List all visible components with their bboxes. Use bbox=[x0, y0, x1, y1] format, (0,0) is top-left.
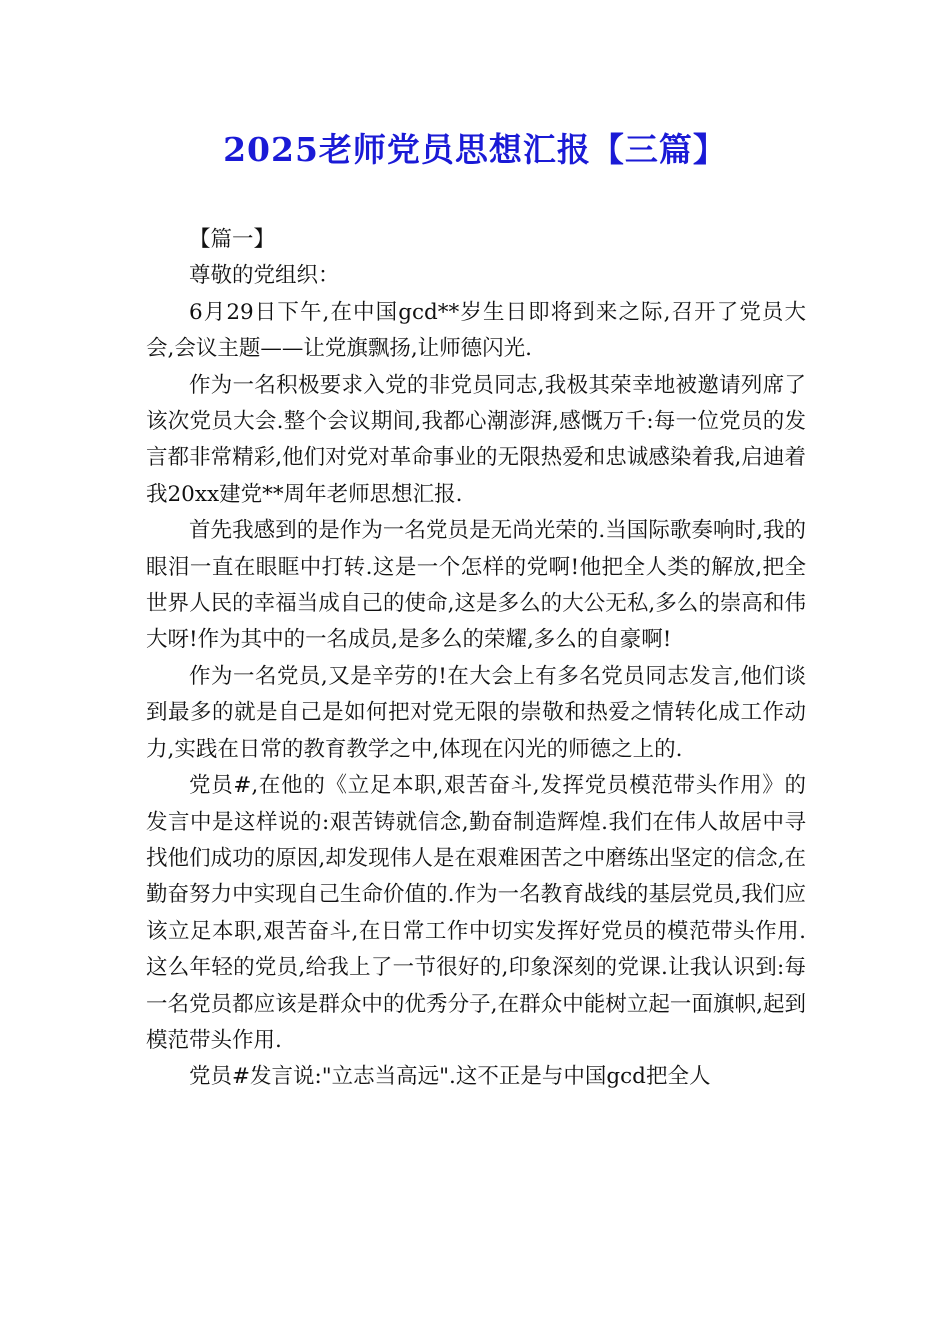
document-title: 2025老师党员思想汇报【三篇】 bbox=[223, 130, 727, 169]
paragraph: 作为一名党员,又是辛劳的!在大会上有多名党员同志发言,他们谈到最多的就是自己是如何把对党无限的崇敬和热爱之情转化成工作动力,实践在日常的教育教学之中,体现在闪光的师德之上的. bbox=[146, 663, 806, 762]
paragraph: 6月29日下午,在中国gcd**岁生日即将到来之际,召开了党员大会,会议主题——让党旗飘扬,让师德闪光. bbox=[146, 299, 806, 362]
paragraph: 党员#,在他的《立足本职,艰苦奋斗,发挥党员模范带头作用》的发言中是这样说的:艰苦铸就信念,勤奋制造辉煌.我们在伟人故居中寻找他们成功的原因,却发现伟人是在艰难困苦之中磨练出坚定的信念,在勤奋努力中实现自己生命价值的.作为一名教育战线的基层党员,我们应该立足本职,艰苦奋斗,在日常工作中切实发挥好党员的模范带头作用.这么年轻的党员,给我上了一节很好的,印象深刻的党课.让我认识到:每一名党员都应该是群众中的优秀分子,在群众中能树立起一面旗帜,起到模范带头作用. bbox=[146, 773, 806, 1053]
section-heading: 【篇一】 bbox=[189, 227, 276, 252]
paragraph: 首先我感到的是作为一名党员是无尚光荣的.当国际歌奏响时,我的眼泪一直在眼眶中打转.这是一个怎样的党啊!他把全人类的解放,把全世界人民的幸福当成自己的使命,这是多么的大公无私,多么的崇高和伟大呀!作为其中的一名成员,是多么的荣耀,多么的自豪啊! bbox=[146, 518, 806, 653]
salutation: 尊敬的党组织： bbox=[189, 263, 340, 289]
document-body bbox=[146, 222, 806, 1096]
paragraph: 作为一名积极要求入党的非党员同志,我极其荣幸地被邀请列席了该次党员大会.整个会议期间,我都心潮澎湃,感慨万千:每一位党员的发言都非常精彩,他们对党对革命事业的无限热爱和忠诚感染着我,启迪着我20xx建党**周年老师思想汇报. bbox=[146, 372, 806, 507]
paragraph: 党员#发言说:"立志当高远".这不正是与中国gcd把全人 bbox=[189, 1064, 711, 1090]
